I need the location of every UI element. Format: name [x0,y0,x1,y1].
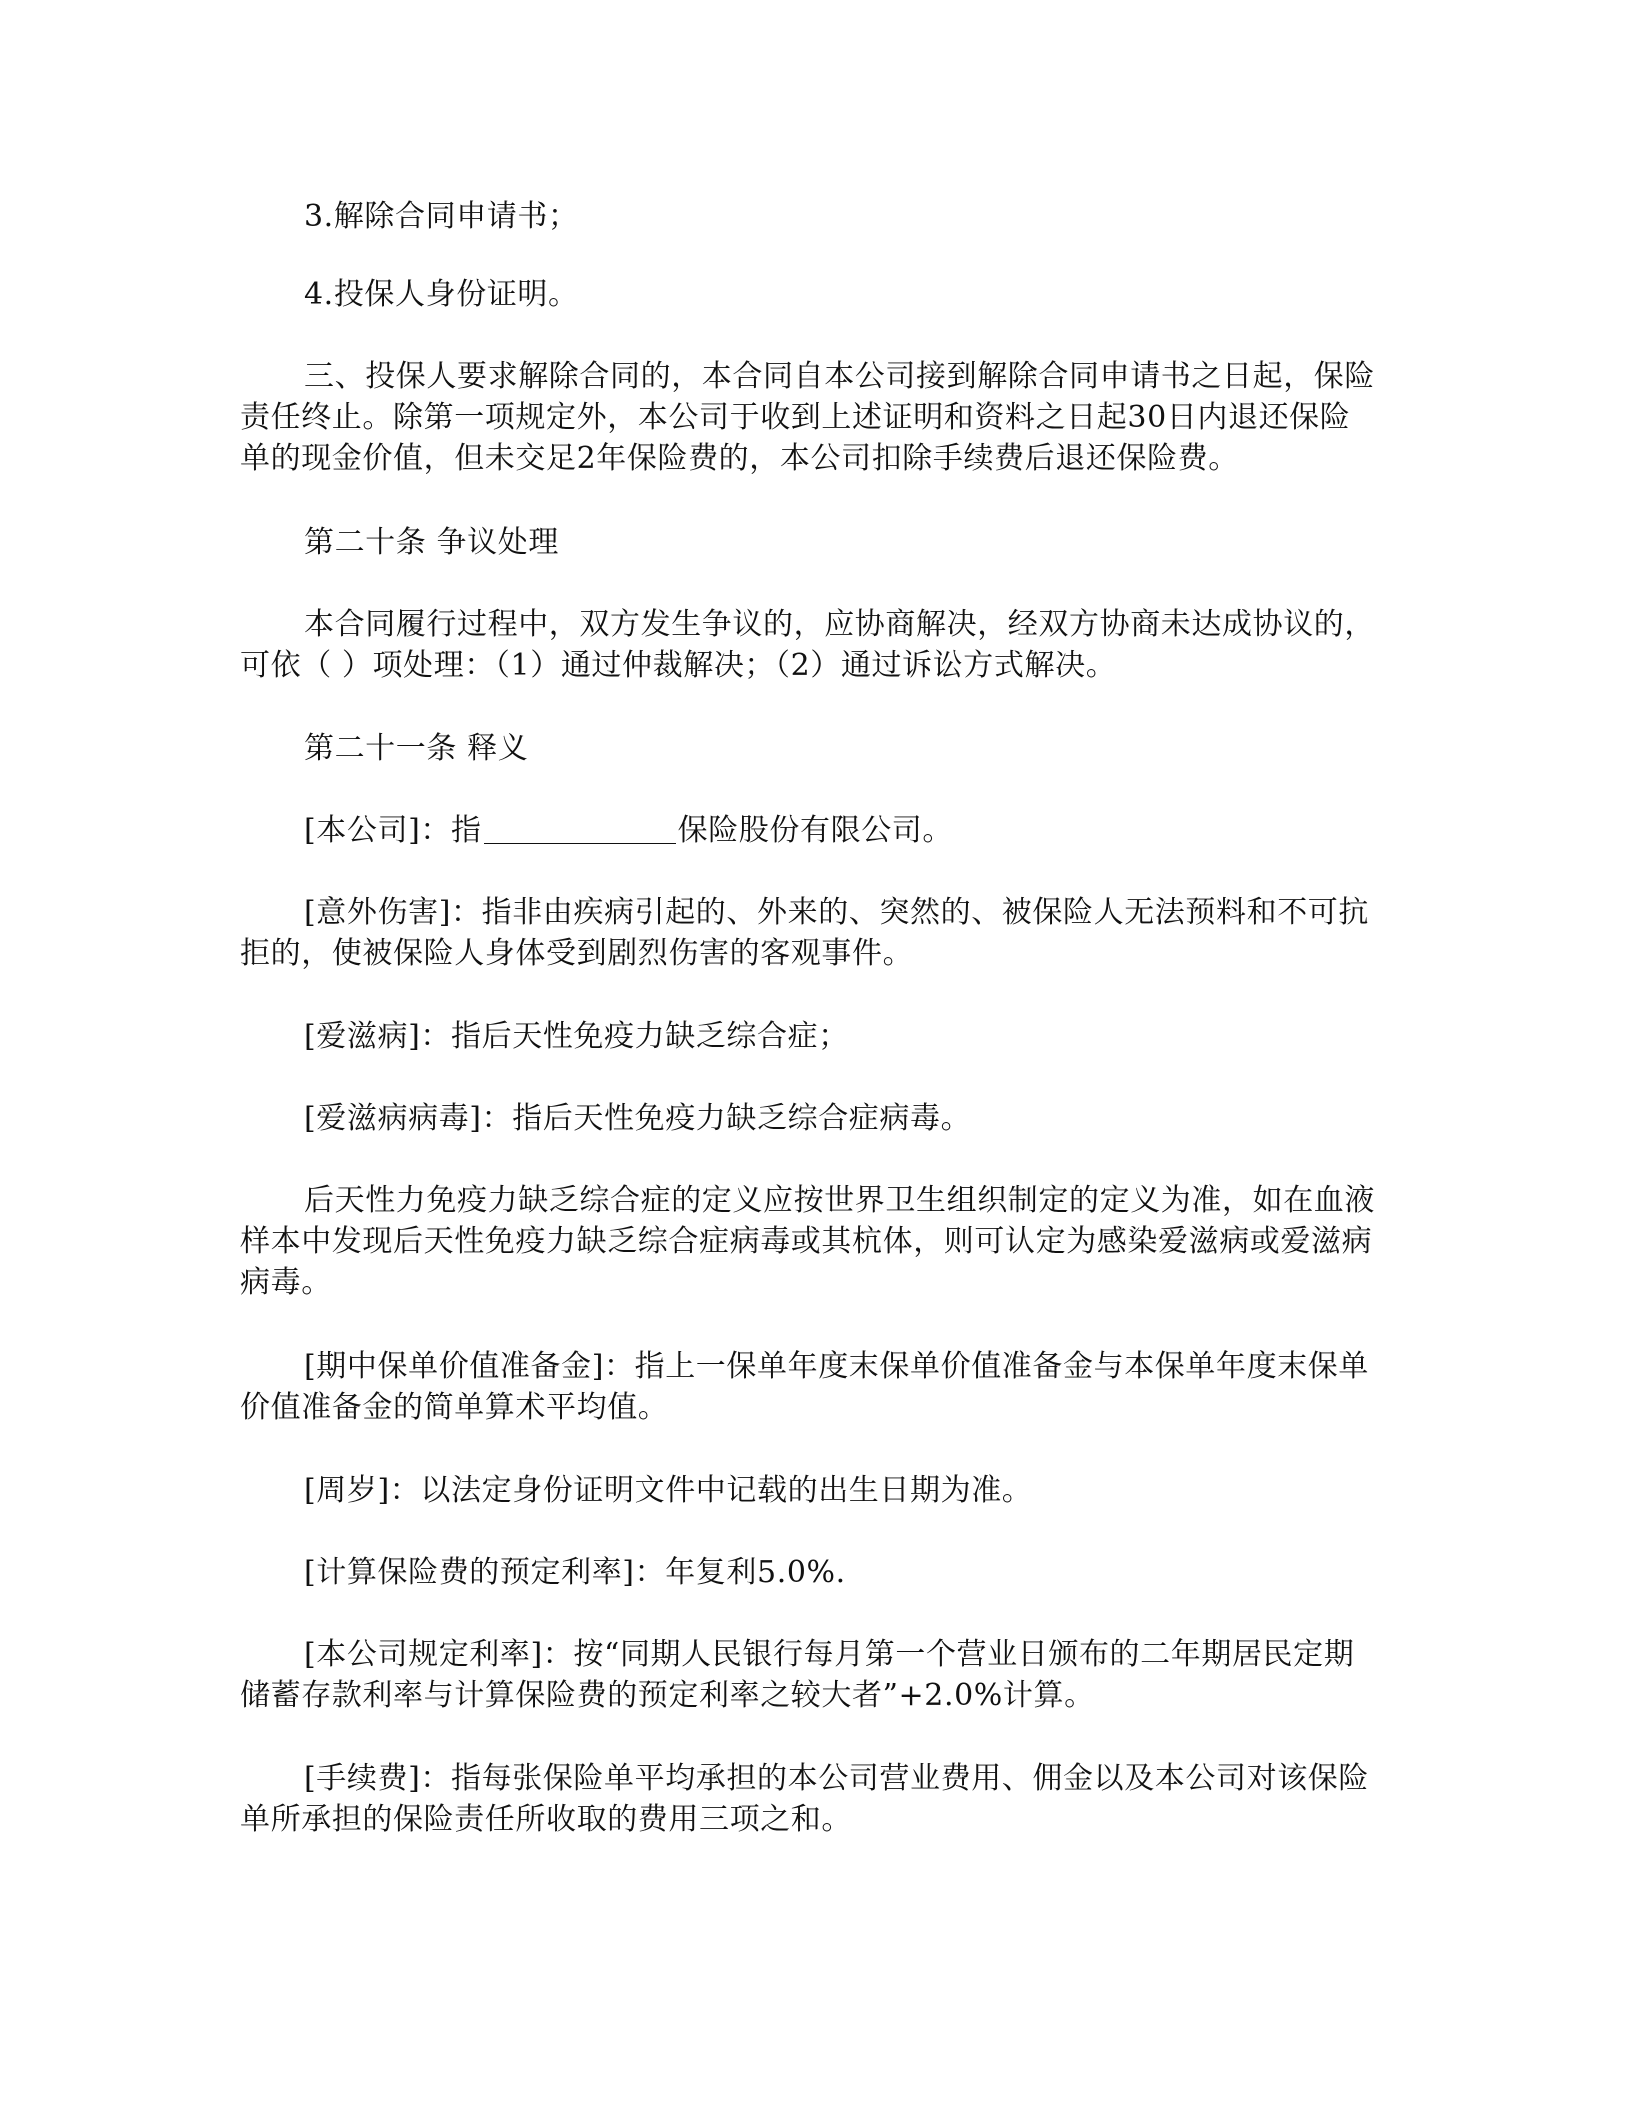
termination-paragraph: 三、投保人要求解除合同的，本合同自本公司接到解除合同申请书之日起，保险责任终止。除第一项规定外，本公司于收到上述证明和资料之日起30日内退还保险单的现金价值，但未交足2年保险费的，本公司扣除手续费后退还保险费。 [240,359,1375,476]
definition-aids-virus: [爱滋病病毒]：指后天性免疫力缺乏综合症病毒。 [304,1101,972,1136]
list-item-4: 4.投保人身份证明。 [304,277,579,312]
definition-interim-reserve: [期中保单价值准备金]：指上一保单年度末保单价值准备金与本保单年度末保单价值准备金的简单算术平均值。 [240,1349,1370,1425]
article-21-heading: 第二十一条 释义 [304,731,529,766]
definition-premium-rate: [计算保险费的预定利率]：年复利5.0%. [304,1555,846,1590]
company-name-blank [484,813,676,844]
document-page [240,0,1380,2112]
definition-fee: [手续费]：指每张保险单平均承担的本公司营业费用、佣金以及本公司对该保险单所承担的保险责任所收取的费用三项之和。 [240,1761,1370,1837]
definition-company-suffix: 保险股份有限公司。 [677,813,954,848]
definition-aids: [爱滋病]：指后天性免疫力缺乏综合症； [304,1019,849,1054]
definition-accident: [意外伤害]：指非由疾病引起的、外来的、突然的、被保险人无法预料和不可抗拒的，使被保险人身体受到剧烈伤害的客观事件。 [240,895,1370,971]
definition-company-rate: [本公司规定利率]：按“同期人民银行每月第一个营业日颁布的二年期居民定期储蓄存款利率与计算保险费的预定利率之较大者”+2.0%计算。 [240,1637,1355,1713]
definition-company [240,810,1380,851]
article-20-body: 本合同履行过程中，双方发生争议的，应协商解决，经双方协商未达成协议的，可依（ ）项处理：（1）通过仲裁解决；（2）通过诉讼方式解决。 [240,607,1375,683]
definition-age: [周岁]：以法定身份证明文件中记载的出生日期为准。 [304,1473,1033,1508]
article-20-heading: 第二十条 争议处理 [304,525,559,560]
aids-note-paragraph: 后天性力免疫力缺乏综合症的定义应按世界卫生组织制定的定义为准，如在血液样本中发现后天性免疫力缺乏综合症病毒或其杭体，则可认定为感染爱滋病或爱滋病病毒。 [240,1183,1375,1300]
list-item-3: 3.解除合同申请书； [304,199,579,234]
definition-company-prefix: [本公司]：指 [304,813,482,848]
